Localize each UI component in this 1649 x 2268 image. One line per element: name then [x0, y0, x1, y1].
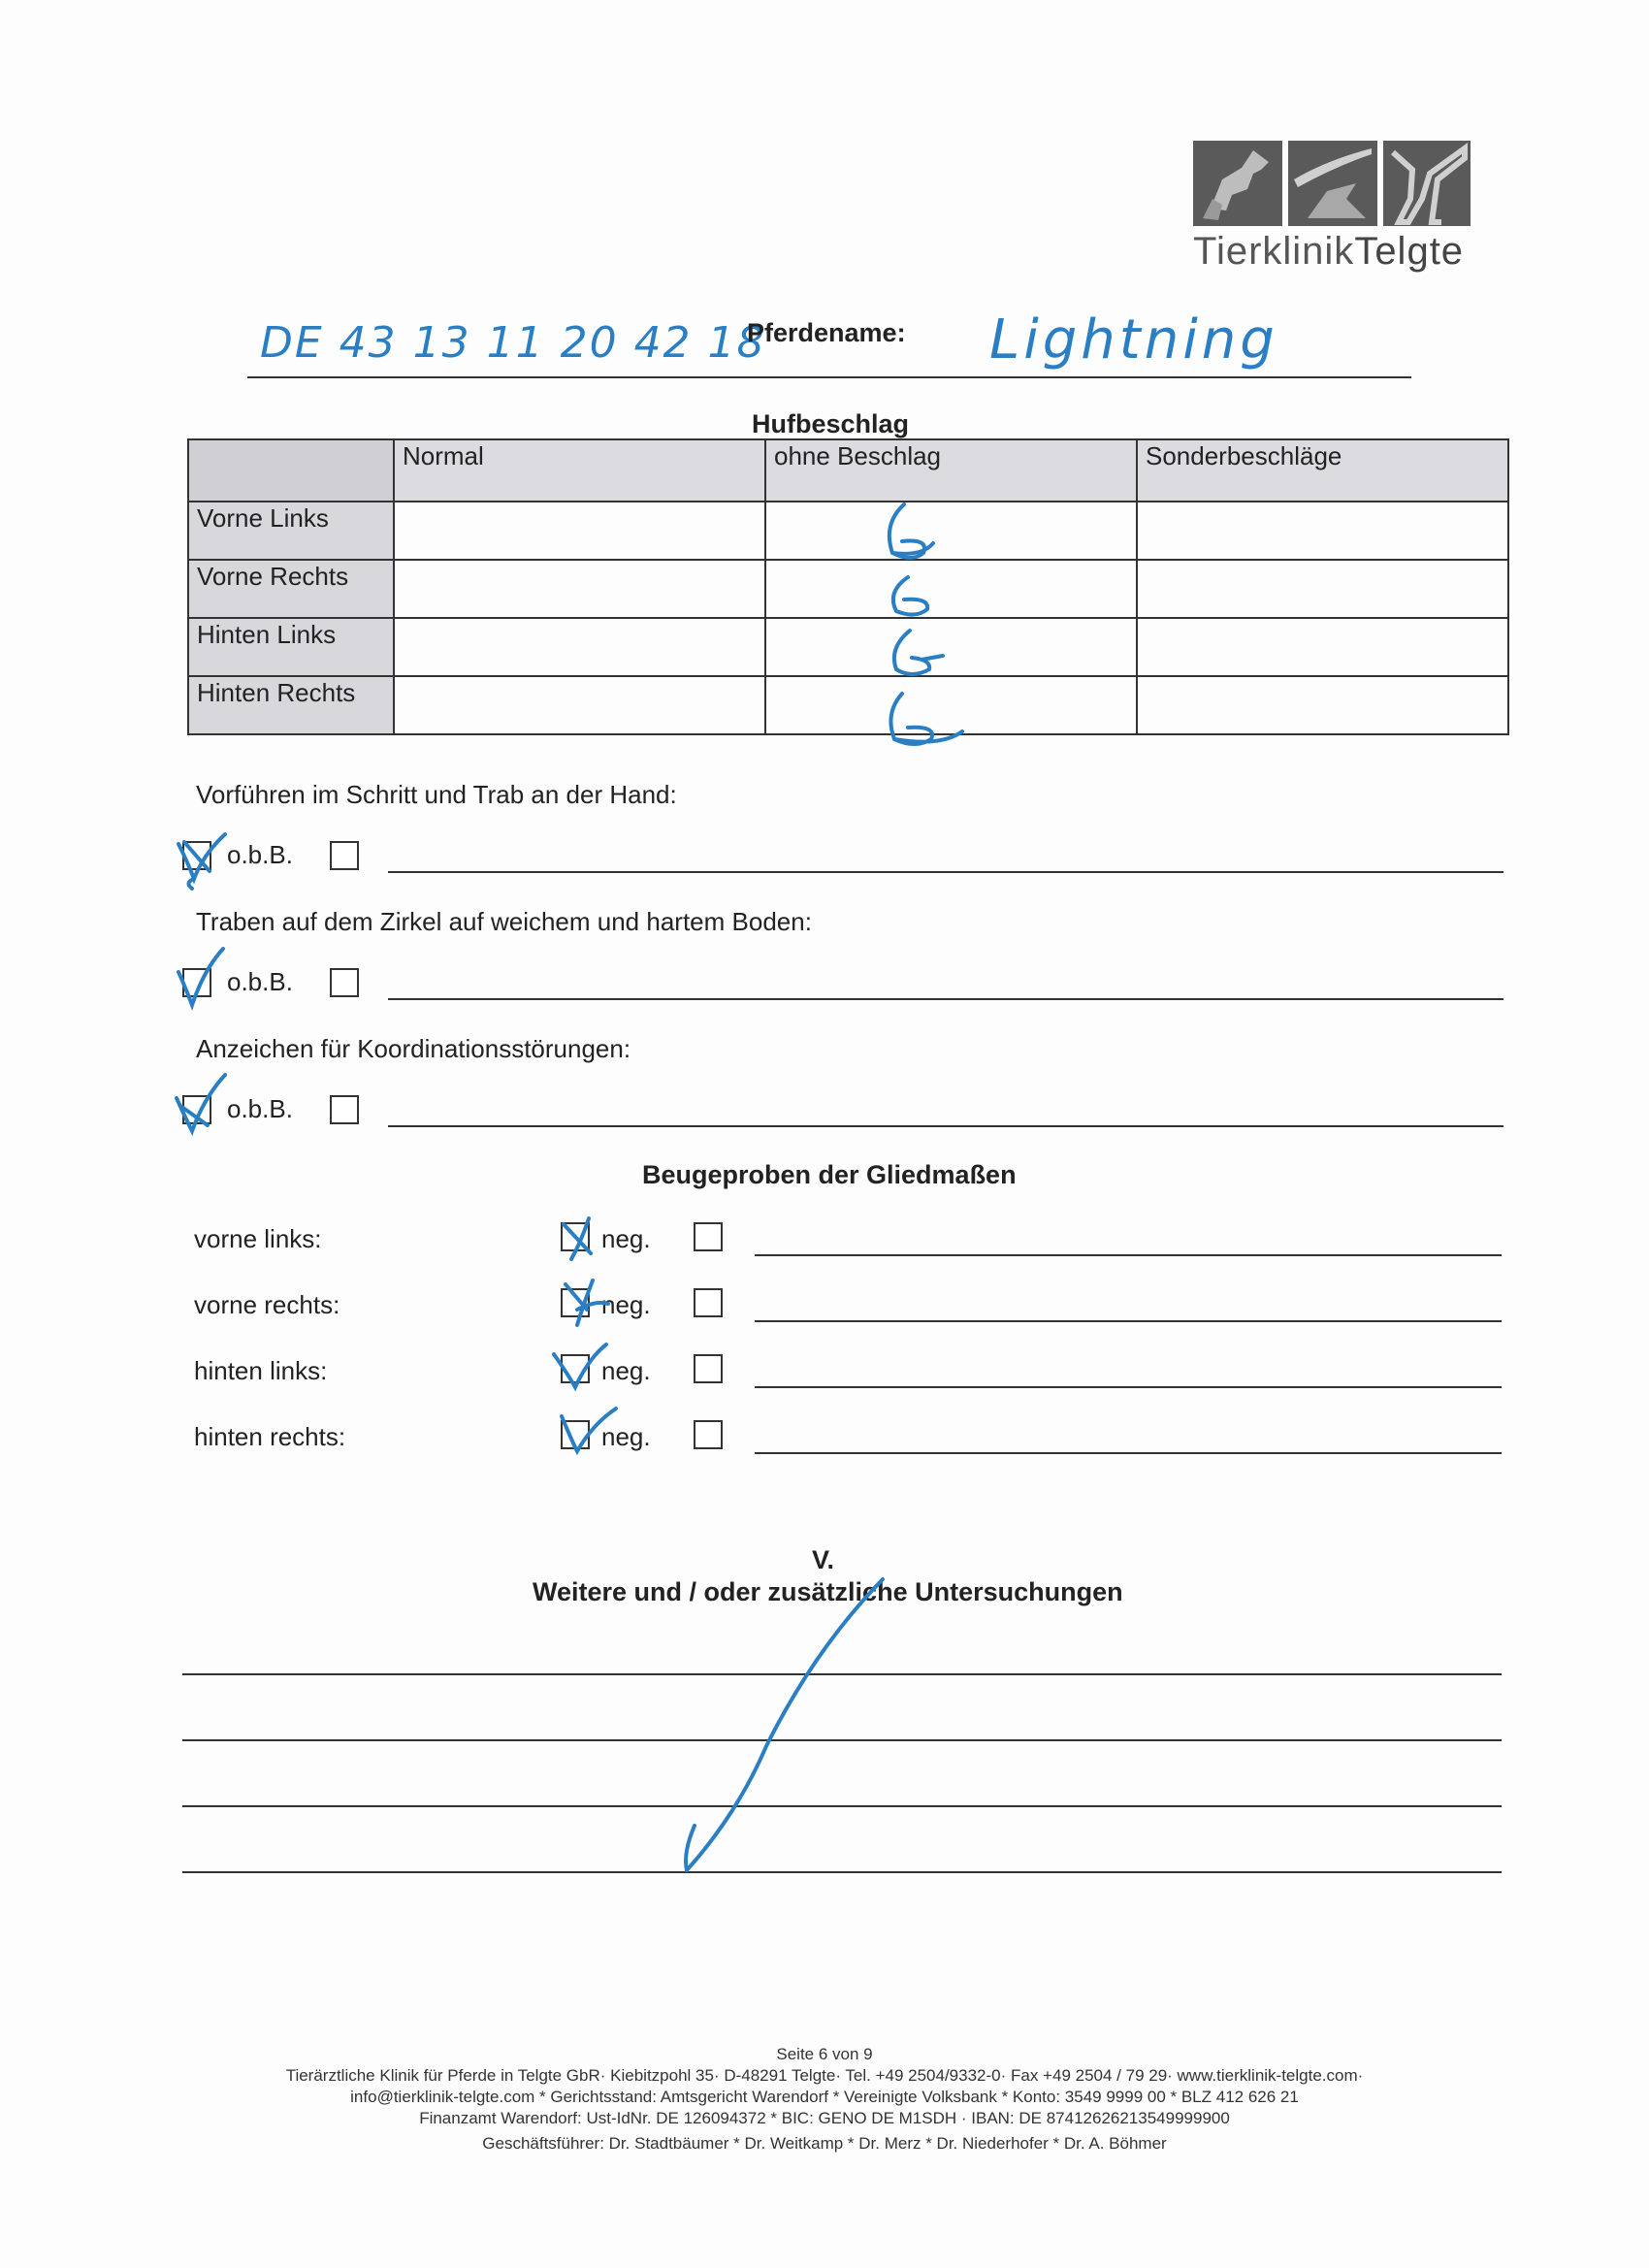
table-corner-cell [188, 439, 394, 502]
footer-line-2: info@tierklinik-telgte.com * Gerichtsstand: Amtsgericht Warendorf * Vereinigte Volksbank * Konto: 3549 9999 00 * BLZ 412 626 21 [350, 2088, 1299, 2106]
flexion-label-vl: vorne links: [194, 1224, 322, 1253]
handwritten-marks-ohne-beschlag [854, 485, 989, 776]
horse-name-handwritten: Lightning [989, 308, 1278, 372]
table-cell[interactable] [1137, 618, 1508, 676]
obb-label-2: o.b.B. [227, 967, 293, 996]
gait-question-2: Traben auf dem Zirkel auf weichem und hartem Boden: [196, 907, 812, 936]
notes-line-hr[interactable] [755, 1452, 1502, 1454]
notes-line-vr[interactable] [755, 1320, 1502, 1322]
table-cell[interactable] [394, 618, 765, 676]
handwritten-ticks-obb [171, 825, 239, 1154]
footer-line-1: Tierärztliche Klinik für Pferde in Telgte GbR· Kiebitzpohl 35· D-48291 Telgte· Tel. +49 2504/9332-0· Fax +49 2504 / 79 29· www.tierklinik-telgte.com· [285, 2066, 1364, 2085]
obb-label-3: o.b.B. [227, 1094, 293, 1123]
column-header: Sonderbeschläge [1137, 439, 1508, 502]
table-header-row [188, 439, 1508, 502]
handwritten-ticks-neg [548, 1203, 635, 1465]
footer-line-3: Finanzamt Warendorf: Ust-IdNr. DE 126094372 * BIC: GENO DE M1SDH · IBAN: DE 87412626213549999900 [419, 2109, 1230, 2127]
row-label: Hinten Rechts [188, 676, 394, 734]
row-label: Vorne Links [188, 502, 394, 560]
alt-checkbox-hl[interactable] [694, 1354, 723, 1383]
hufbeschlag-title: Hufbeschlag [752, 409, 910, 438]
notes-line-hl[interactable] [755, 1386, 1502, 1388]
flexion-label-hr: hinten rechts: [194, 1422, 346, 1451]
notes-line-3[interactable] [388, 1125, 1504, 1127]
clinic-name [1193, 230, 1464, 274]
gait-question-1: Vorführen im Schritt und Trab an der Hand: [196, 780, 677, 809]
footer-line-4: Geschäftsführer: Dr. Stadtbäumer * Dr. Weitkamp * Dr. Merz * Dr. Niederhofer * Dr. A. Böhmer [482, 2134, 1167, 2153]
horse-jump-logo-icon [1288, 141, 1377, 226]
horse-rear-logo-icon [1383, 141, 1471, 226]
table-cell[interactable] [1137, 676, 1508, 734]
flexion-label-vr: vorne rechts: [194, 1290, 340, 1319]
neg-label-hr: neg. [601, 1422, 651, 1451]
gait-question-3: Anzeichen für Koordinationsstörungen: [196, 1034, 631, 1063]
alt-checkbox-2[interactable] [330, 968, 359, 997]
horse-id-handwritten: DE 43 13 11 20 42 18 [260, 318, 766, 368]
table-cell[interactable] [1137, 560, 1508, 618]
table-row [188, 502, 1508, 560]
alt-checkbox-hr[interactable] [694, 1420, 723, 1449]
handwritten-strike-line [669, 1571, 902, 1882]
section-v-title: Weitere und / oder zusätzliche Untersuchungen [533, 1577, 1123, 1606]
neg-label-vr: neg. [601, 1290, 651, 1319]
horse-name-label: Pferdename: [747, 318, 906, 347]
notes-line-vl[interactable] [755, 1254, 1502, 1256]
alt-checkbox-3[interactable] [330, 1095, 359, 1124]
horse-head-logo-icon [1193, 141, 1282, 226]
header-underline [247, 376, 1411, 378]
column-header: Normal [394, 439, 765, 502]
alt-checkbox-vl[interactable] [694, 1222, 723, 1251]
clinic-logo [1193, 141, 1474, 276]
notes-line-1[interactable] [388, 871, 1504, 873]
table-cell[interactable] [394, 560, 765, 618]
table-row [188, 618, 1508, 676]
table-cell[interactable] [394, 502, 765, 560]
clinic-name-part2: Telgte [1354, 230, 1465, 273]
flexion-label-hl: hinten links: [194, 1356, 328, 1385]
neg-label-hl: neg. [601, 1356, 651, 1385]
clinic-name-part1: Tierklinik [1193, 230, 1355, 273]
column-header: ohne Beschlag [765, 439, 1137, 502]
obb-label-1: o.b.B. [227, 840, 293, 869]
alt-checkbox-1[interactable] [330, 841, 359, 870]
table-cell[interactable] [394, 676, 765, 734]
row-label: Vorne Rechts [188, 560, 394, 618]
table-row [188, 676, 1508, 734]
hufbeschlag-table [187, 438, 1509, 735]
row-label: Hinten Links [188, 618, 394, 676]
section-v-number: V. [812, 1545, 835, 1574]
beugeproben-title: Beugeproben der Gliedmaßen [642, 1160, 1017, 1189]
footer-page-number: Seite 6 von 9 [776, 2045, 873, 2063]
neg-label-vl: neg. [601, 1224, 651, 1253]
notes-line-2[interactable] [388, 998, 1504, 1000]
table-cell[interactable] [1137, 502, 1508, 560]
alt-checkbox-vr[interactable] [694, 1288, 723, 1317]
table-row [188, 560, 1508, 618]
